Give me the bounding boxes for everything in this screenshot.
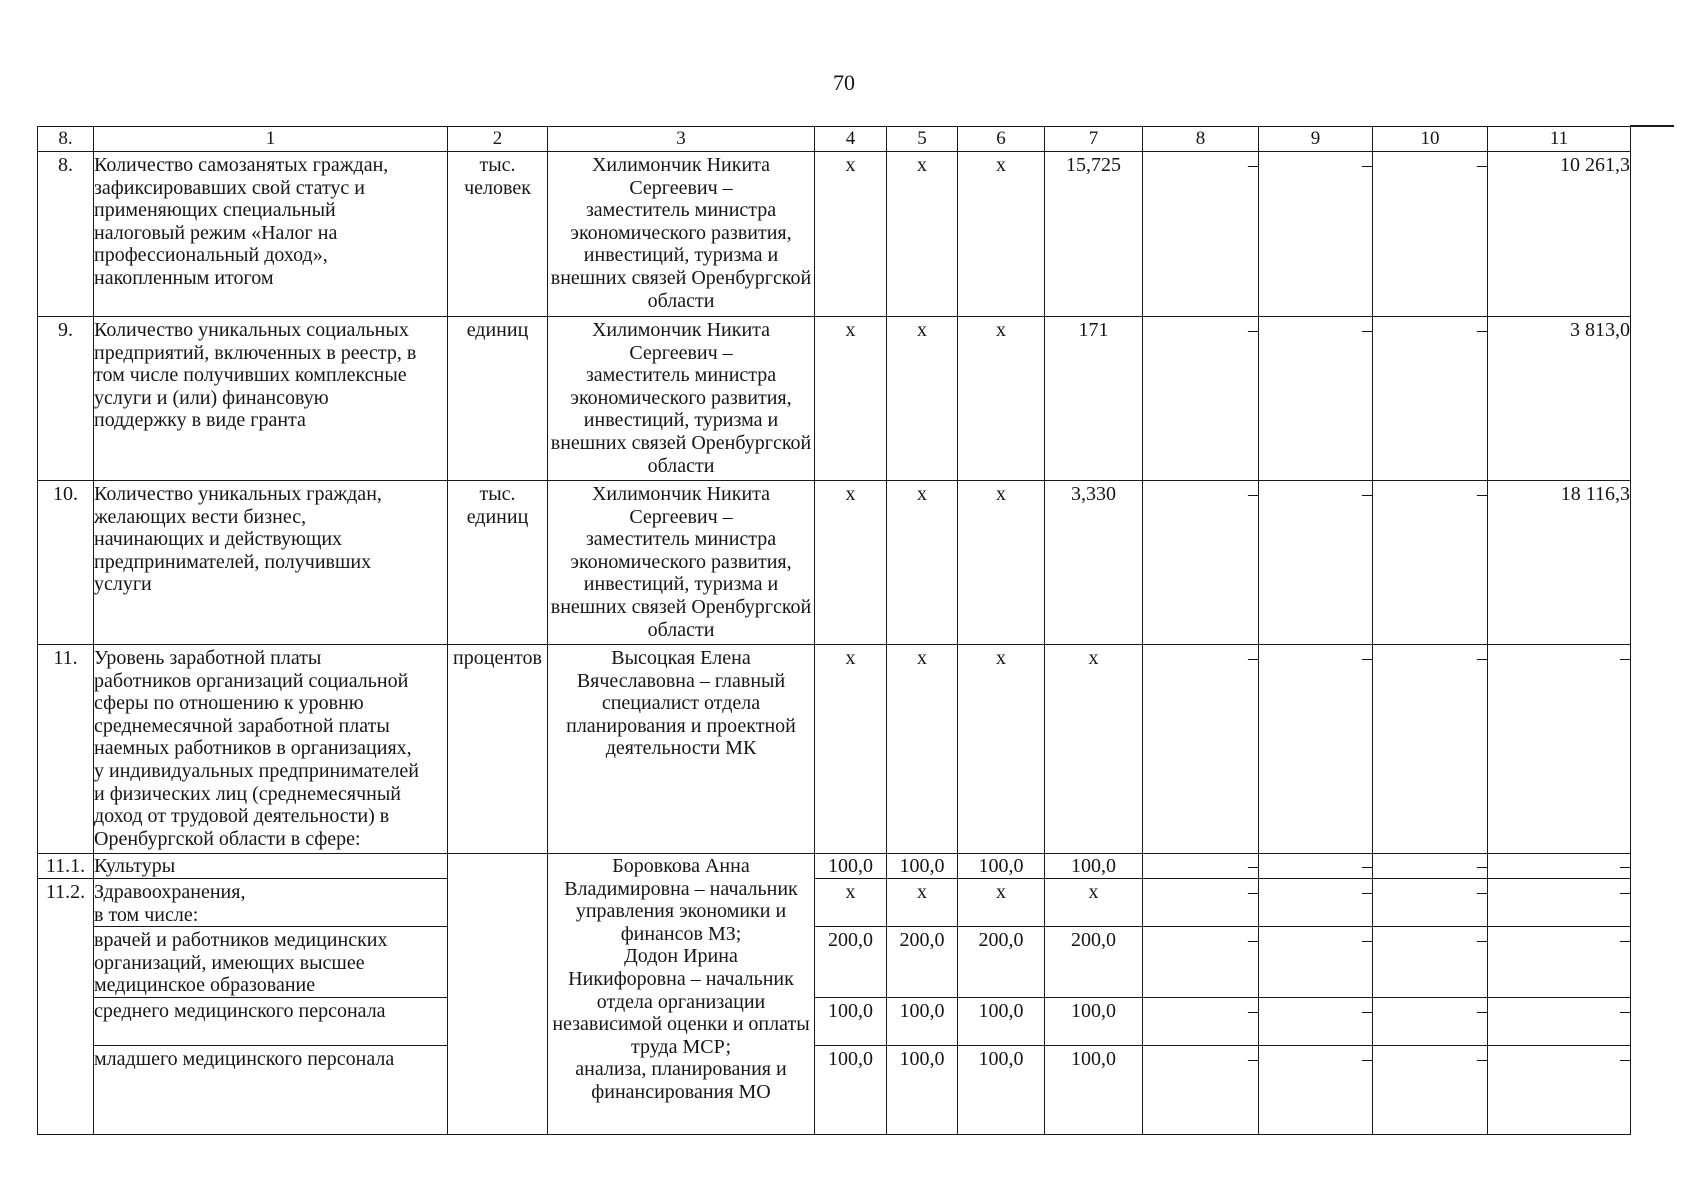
value-col-11: – — [1488, 645, 1631, 854]
table-row — [38, 854, 1631, 879]
value-col-7: 100,0 — [1045, 997, 1143, 1045]
responsible-persons: Боровкова Анна Владимировна – начальник управления экономики и финансов МЗ; Додон Ирина Никифоровна – начальник отдела организации независимой оценки и оплаты труда МСР; анализа, планирования и финансирования МО — [548, 854, 815, 1135]
value-col-4: 200,0 — [815, 927, 887, 998]
header-cell: 11 — [1488, 127, 1631, 152]
value-col-10: – — [1373, 1045, 1488, 1134]
indicator-name: Количество уникальных граждан, желающих вести бизнес, начинающих и действующих предпринимателей, получивших услуги — [94, 481, 448, 645]
row-number: 8. — [38, 152, 94, 317]
row-number: 11.1. — [38, 854, 94, 879]
value-col-8: – — [1143, 927, 1259, 998]
header-cell: 4 — [815, 127, 887, 152]
value-col-10: – — [1373, 152, 1488, 317]
unit-of-measure — [448, 854, 548, 1135]
value-col-10: – — [1373, 317, 1488, 481]
value-col-9: – — [1259, 645, 1373, 854]
value-col-5: х — [887, 879, 958, 927]
table-subrow — [38, 997, 1631, 1045]
page-number: 70 — [833, 70, 855, 95]
value-col-11: 10 261,3 — [1488, 152, 1631, 317]
header-rule-extension — [1630, 125, 1674, 127]
value-col-7: х — [1045, 645, 1143, 854]
unit-of-measure: тыс. единиц — [448, 481, 548, 645]
value-col-8: – — [1143, 879, 1259, 927]
indicator-name: Количество самозанятых граждан, зафиксировавших свой статус и применяющих специальный налоговый режим «Налог на профессиональный доход», накопленным итогом — [94, 152, 448, 317]
value-col-10: – — [1373, 879, 1488, 927]
value-col-9: – — [1259, 927, 1373, 998]
value-col-6: х — [958, 317, 1045, 481]
value-col-4: х — [815, 317, 887, 481]
unit-of-measure: единиц — [448, 317, 548, 481]
value-col-11: – — [1488, 1045, 1631, 1134]
row-number: 11.2. — [38, 879, 94, 1135]
row-number: 11. — [38, 645, 94, 854]
unit-of-measure: тыс. человек — [448, 152, 548, 317]
value-col-6: х — [958, 481, 1045, 645]
value-col-9: – — [1259, 1045, 1373, 1134]
value-col-9: – — [1259, 879, 1373, 927]
value-col-7: 100,0 — [1045, 854, 1143, 879]
header-cell: 8 — [1143, 127, 1259, 152]
value-col-10: – — [1373, 927, 1488, 998]
indicator-name: Количество уникальных социальных предприятий, включенных в реестр, в том числе получивших комплексные услуги и (или) финансовую поддержку в виде гранта — [94, 317, 448, 481]
header-cell: 9 — [1259, 127, 1373, 152]
value-col-8: – — [1143, 317, 1259, 481]
value-col-4: 100,0 — [815, 997, 887, 1045]
value-col-5: 100,0 — [887, 1045, 958, 1134]
value-col-6: 100,0 — [958, 1045, 1045, 1134]
indicators-table — [37, 126, 1631, 1135]
value-col-9: – — [1259, 317, 1373, 481]
table-subrow — [38, 1045, 1631, 1134]
table-row — [38, 481, 1631, 645]
value-col-5: 100,0 — [887, 997, 958, 1045]
table-subrow — [38, 927, 1631, 998]
responsible-person: Высоцкая Елена Вячеславовна – главный специалист отдела планирования и проектной деятельности МК — [548, 645, 815, 854]
value-col-6: х — [958, 152, 1045, 317]
value-col-10: – — [1373, 854, 1488, 879]
value-col-9: – — [1259, 854, 1373, 879]
value-col-11: – — [1488, 879, 1631, 927]
header-cell: 6 — [958, 127, 1045, 152]
value-col-6: х — [958, 645, 1045, 854]
value-col-5: х — [887, 317, 958, 481]
value-col-8: – — [1143, 997, 1259, 1045]
value-col-5: х — [887, 481, 958, 645]
responsible-person: Хилимончик Никита Сергеевич – заместитель министра экономического развития, инвестиций, туризма и внешних связей Оренбургской области — [548, 317, 815, 481]
header-cell: 8. — [38, 127, 94, 152]
table-row — [38, 152, 1631, 317]
header-cell: 3 — [548, 127, 815, 152]
value-col-8: – — [1143, 854, 1259, 879]
value-col-5: х — [887, 645, 958, 854]
value-col-4: х — [815, 879, 887, 927]
value-col-4: 100,0 — [815, 1045, 887, 1134]
table-row — [38, 645, 1631, 854]
value-col-6: х — [958, 879, 1045, 927]
value-col-4: х — [815, 481, 887, 645]
value-col-5: х — [887, 152, 958, 317]
value-col-7: 3,330 — [1045, 481, 1143, 645]
indicator-name: Уровень заработной платы работников организаций социальной сферы по отношению к уровню среднемесячной заработной платы наемных работников в организациях, у индивидуальных предпринимателей и физических лиц (среднемесячный доход от трудовой деятельности) в Оренбургской области в сфере: — [94, 645, 448, 854]
header-cell: 10 — [1373, 127, 1488, 152]
unit-of-measure: процентов — [448, 645, 548, 854]
header-cell: 2 — [448, 127, 548, 152]
value-col-7: 171 — [1045, 317, 1143, 481]
header-cell: 5 — [887, 127, 958, 152]
value-col-8: – — [1143, 645, 1259, 854]
value-col-7: 100,0 — [1045, 1045, 1143, 1134]
value-col-7: х — [1045, 879, 1143, 927]
value-col-6: 100,0 — [958, 854, 1045, 879]
header-cell: 7 — [1045, 127, 1143, 152]
value-col-4: х — [815, 645, 887, 854]
value-col-11: – — [1488, 927, 1631, 998]
value-col-9: – — [1259, 481, 1373, 645]
value-col-8: – — [1143, 1045, 1259, 1134]
value-col-11: – — [1488, 854, 1631, 879]
responsible-person: Хилимончик Никита Сергеевич – заместитель министра экономического развития, инвестиций, туризма и внешних связей Оренбургской области — [548, 481, 815, 645]
row-number: 10. — [38, 481, 94, 645]
value-col-8: – — [1143, 152, 1259, 317]
value-col-9: – — [1259, 997, 1373, 1045]
header-cell: 1 — [94, 127, 448, 152]
indicator-name: Здравоохранения, в том числе: — [94, 879, 448, 927]
table-row — [38, 879, 1631, 927]
value-col-6: 200,0 — [958, 927, 1045, 998]
table-header-row — [38, 127, 1631, 152]
value-col-4: х — [815, 152, 887, 317]
value-col-11: 18 116,3 — [1488, 481, 1631, 645]
value-col-4: 100,0 — [815, 854, 887, 879]
responsible-person: Хилимончик Никита Сергеевич – заместитель министра экономического развития, инвестиций, туризма и внешних связей Оренбургской области — [548, 152, 815, 317]
indicator-name: врачей и работников медицинских организаций, имеющих высшее медицинское образование — [94, 927, 448, 998]
value-col-5: 200,0 — [887, 927, 958, 998]
indicator-name: младшего медицинского персонала — [94, 1045, 448, 1134]
indicator-name: Культуры — [94, 854, 448, 879]
value-col-5: 100,0 — [887, 854, 958, 879]
value-col-7: 15,725 — [1045, 152, 1143, 317]
indicator-name: среднего медицинского персонала — [94, 997, 448, 1045]
value-col-6: 100,0 — [958, 997, 1045, 1045]
value-col-11: 3 813,0 — [1488, 317, 1631, 481]
value-col-9: – — [1259, 152, 1373, 317]
value-col-11: – — [1488, 997, 1631, 1045]
value-col-10: – — [1373, 481, 1488, 645]
value-col-7: 200,0 — [1045, 927, 1143, 998]
value-col-8: – — [1143, 481, 1259, 645]
value-col-10: – — [1373, 645, 1488, 854]
value-col-10: – — [1373, 997, 1488, 1045]
row-number: 9. — [38, 317, 94, 481]
table-row — [38, 317, 1631, 481]
